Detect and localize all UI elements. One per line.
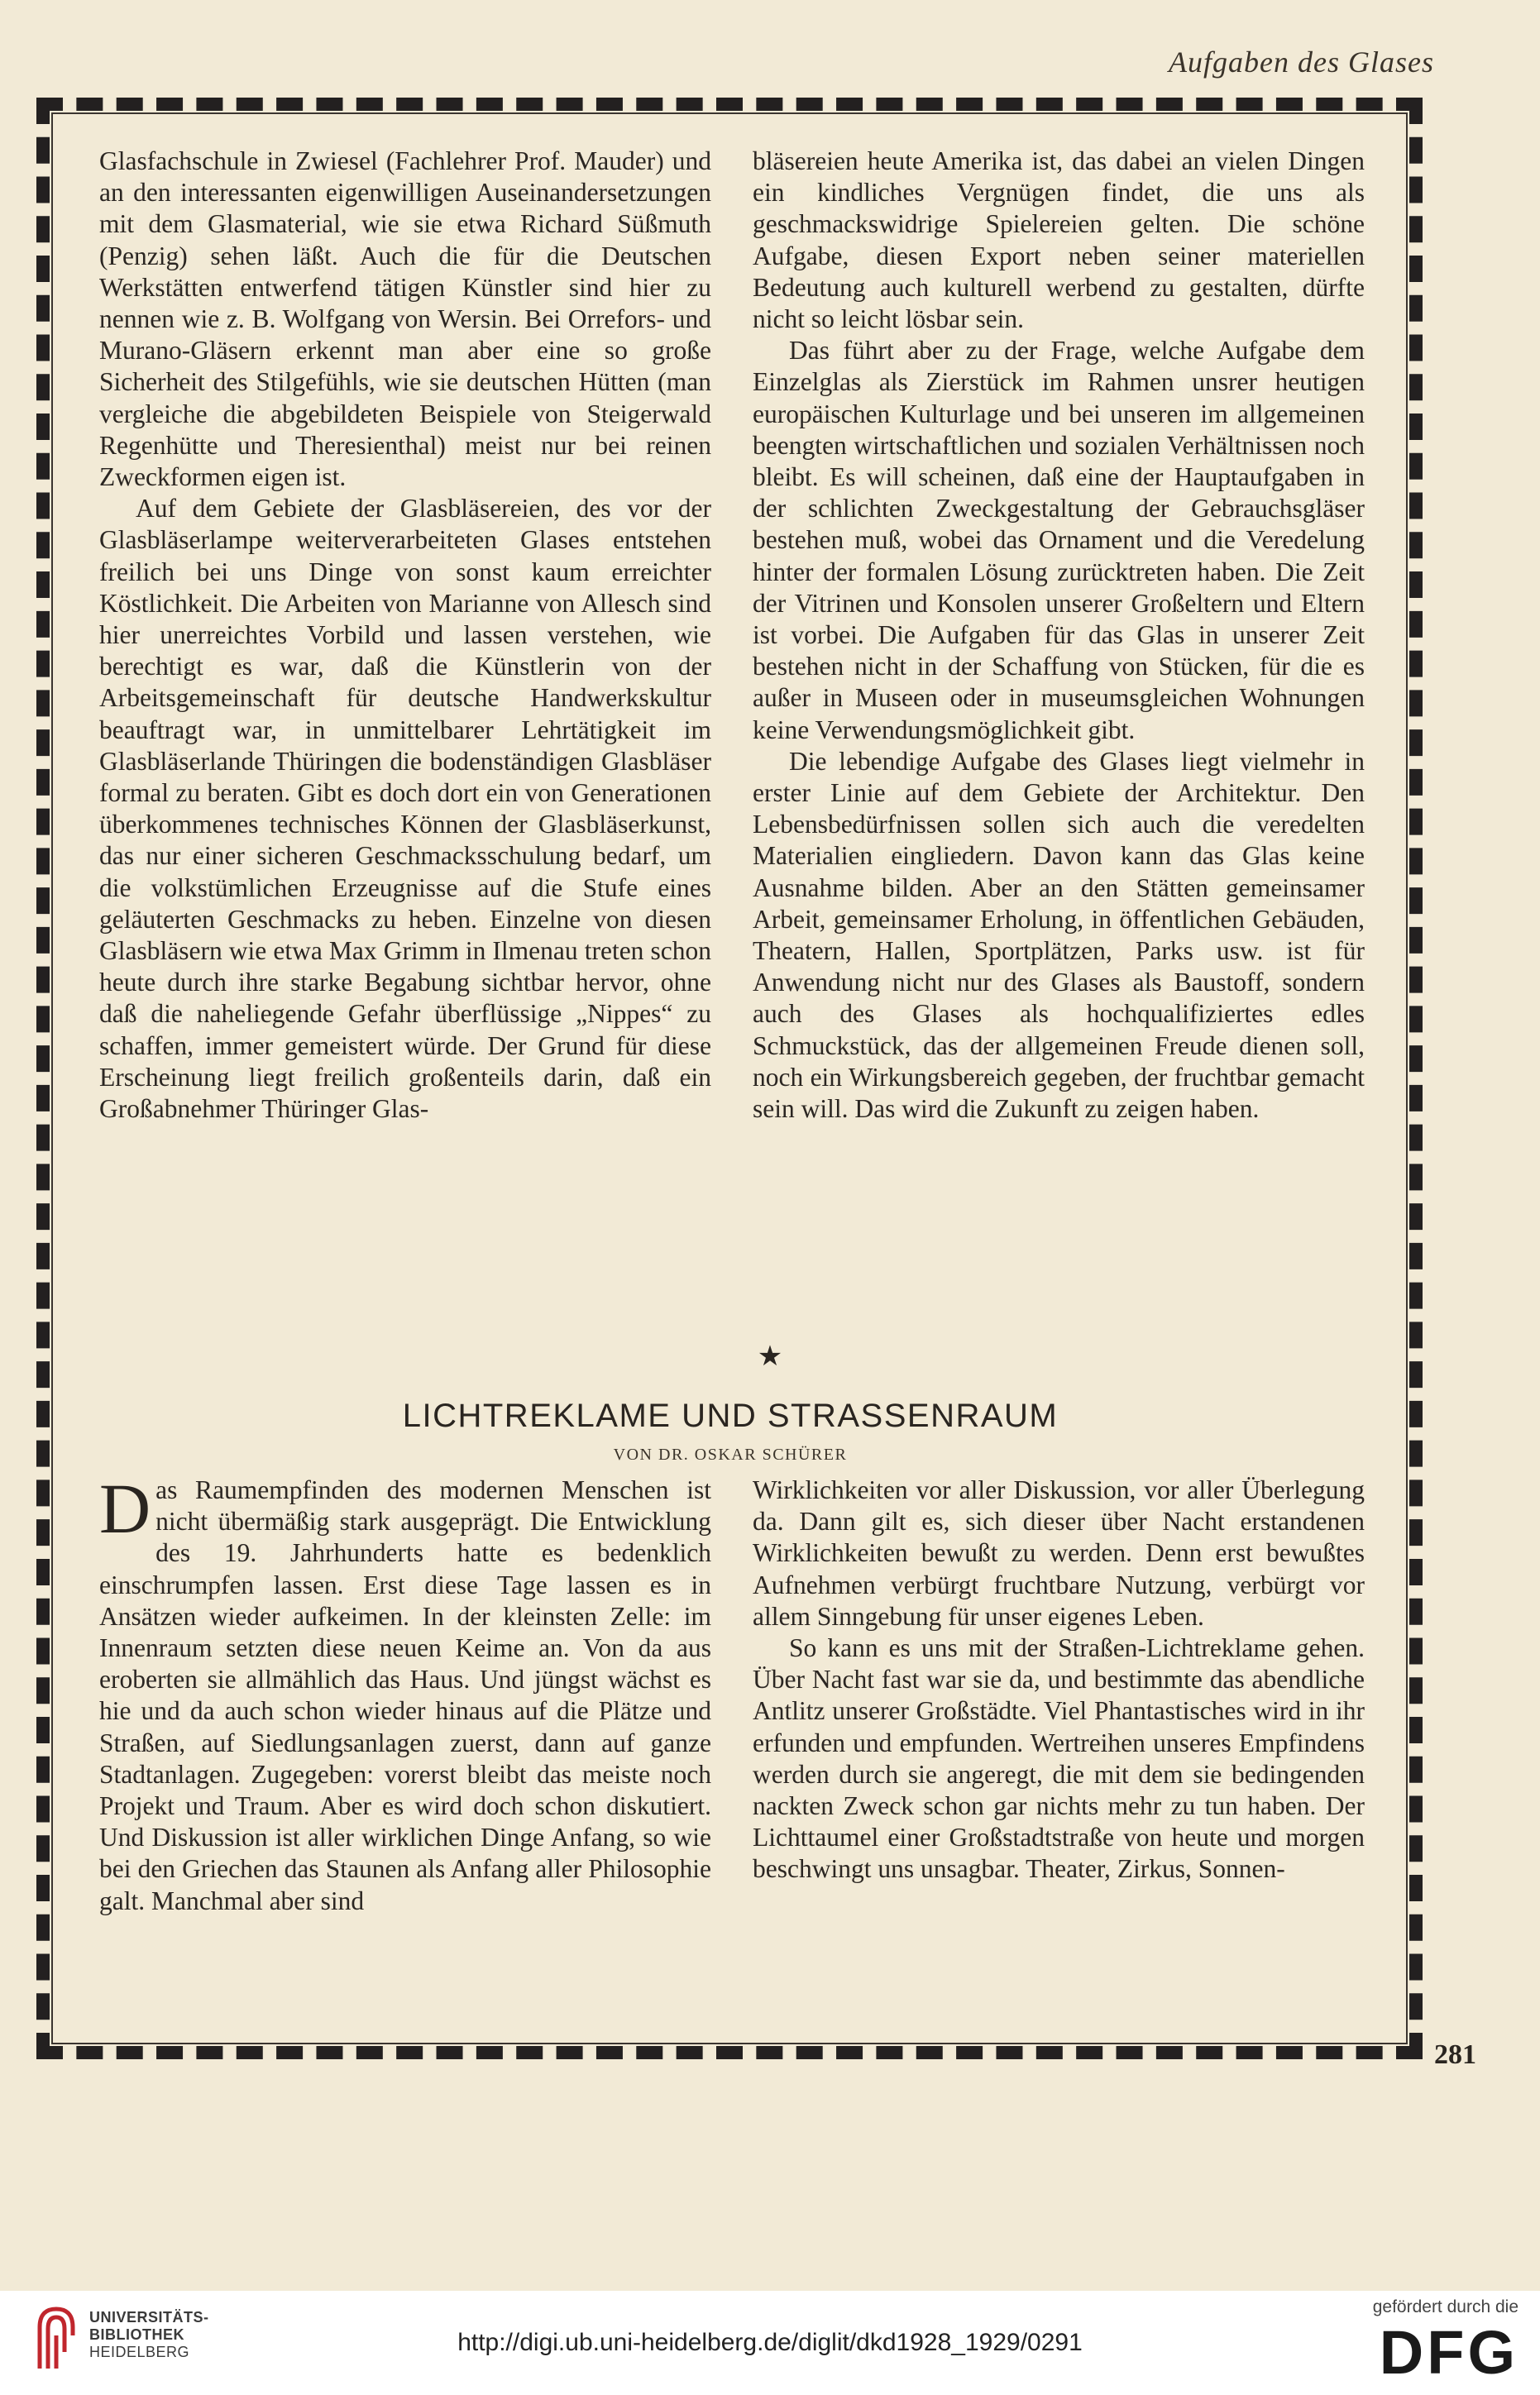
separator-star: ★ [757, 1340, 783, 1373]
source-url-link[interactable]: http://digi.ub.uni-heidelberg.de/diglit/dkd1928_1929/0291 [457, 2329, 1083, 2356]
drop-cap: D [99, 1469, 151, 1548]
article-column-top-right [753, 146, 1365, 1125]
paragraph-text: as Raumempfinden des modernen Menschen ist nicht übermäßig stark ausgeprägt. Die Entwicklung des 19. Jahrhunderts hatte es bedenklich einschrumpfen lassen. Erst diese Tage lassen es in Ansätzen wieder aufkeimen. In der kleinsten Zelle: im Innenraum setzten diese neuen Keime an. Von da aus eroberten sie allmählich das Haus. Und jüngst wächst es hie und da auch schon wieder hinaus auf die Plätze und Straßen, auf Siedlungsanlagen zuerst, dann auf ganze Stadtanlagen. Zugegeben: vorerst bleibt das meiste noch Projekt und Traum. Aber es wird doch schon diskutiert. Und Diskussion ist aller wirklichen Dinge Anfang, so wie bei den Griechen das Staunen als Anfang aller Philosophie galt. Manchmal aber sind [99, 1475, 711, 1915]
page-number: 281 [1434, 2039, 1476, 2070]
paragraph: Glasfachschule in Zwiesel (Fachlehrer Prof. Mauder) und an den interessanten eigenwilligen Auseinandersetzungen mit dem Glasmaterial, wie sie etwa Richard Süßmuth (Penzig) sehen läßt. Auch die für die Deutschen Werkstätten entwerfend tätigen Künstler sind hier zu nennen wie z. B. Wolfgang von Wersin. Bei Orrefors- und Murano-Gläsern erkennt man aber eine so große Sicherheit des Stilgefühls, wie sie deutschen Hütten (man vergleiche die abgebildeten Beispiele von Steigerwald Regenhütte und Theresienthal) meist nur bei reinen Zweckformen eigen ist. [99, 146, 711, 492]
paragraph [99, 1469, 711, 1917]
paragraph: bläsereien heute Amerika ist, das dabei an vielen Dingen ein kindliches Vergnügen findet, die uns als geschmackswidrige Spielereien gelten. Die schöne Aufgabe, diesen Export neben seiner materiellen Bedeutung auch kulturell werbend zu gestalten, dürfte nicht so leicht lösbar sein. [753, 146, 1365, 334]
paragraph: Die lebendige Aufgabe des Glases liegt vielmehr in erster Linie auf dem Gebiete der Architektur. Den Lebensbedürfnissen sollen sich auch die veredelten Materialien eingliedern. Davon kann das Glas keine Ausnahme bilden. Aber an den Stätten gemeinsamer Arbeit, gemeinsamer Erholung, in öffentlichen Gebäuden, Theatern, Hallen, Sportplätzen, Parks usw. ist für Anwendung nicht nur des Glases als Baustoff, sondern auch des Glases als hochqualifiziertes edles Schmuckstück, das der allgemeinen Freude dienen soll, noch ein Wirkungsbereich gegeben, der fruchtbar gemacht sein will. Das wird die Zukunft zu zeigen haben. [753, 746, 1365, 1124]
article-byline: VON DR. OSKAR SCHÜRER [613, 1446, 848, 1464]
paragraph: Das führt aber zu der Frage, welche Aufgabe dem Einzelglas als Zierstück im Rahmen unsrer heutigen europäischen Kulturlage und bei unseren im allgemeinen beengten wirtschaftlichen und sozialen Verhältnissen noch bleibt. Es will scheinen, daß eine der Hauptaufgaben in der schlichten Zweckgestaltung der Gebrauchsgläser bestehen muß, wobei das Ornament und die Veredelung hinter der formalen Lösung zurücktreten haben. Die Zeit der Vitrinen und Konsolen unserer Großeltern und Eltern ist vorbei. Die Aufgaben für das Glas in unserer Zeit bestehen nicht in der Schaffung von Stücken, für die es außer in Museen oder in museumsgleichen Wohnungen keine Verwendungsmöglichkeit gibt. [753, 336, 1365, 744]
article-column-bottom-right [753, 1475, 1365, 1886]
article-title: LICHTREKLAME UND STRASSENRAUM [402, 1398, 1059, 1434]
library-name: UNIVERSITÄTS- BIBLIOTHEK HEIDELBERG [89, 2309, 209, 2360]
footer-bar [0, 2291, 1540, 2395]
paragraph: So kann es uns mit der Straßen-Lichtreklame gehen. Über Nacht fast war sie da, und bestimmte das abendliche Antlitz unserer Großstädte. Viel Phantastisches wird in ihr erfunden und empfunden. Wertreihen unseres Empfindens werden durch sie angeregt, die mit dem sie bedingenden nackten Zweck schon gar nichts mehr zu tun haben. Der Lichttaumel einer Großstadtstraße von heute und morgen beschwingt uns unsagbar. Theater, Zirkus, Sonnen- [753, 1633, 1365, 1884]
paragraph: Auf dem Gebiete der Glasbläsereien, des vor der Glasbläserlampe weiterverarbeiteten Glases entstehen freilich bei uns Dinge von sonst kaum erreichter Köstlichkeit. Die Arbeiten von Marianne von Allesch sind hier unerreichtes Vorbild und lassen verstehen, wie berechtigt es war, daß die Künstlerin von der Arbeitsgemeinschaft für deutsche Handwerkskultur beauftragt war, in unmittelbarer Lehrtätigkeit im Glasbläserlande Thüringen die bodenständigen Glasbläser formal zu beraten. Gibt es doch dort ein von Generationen überkommenes technisches Können der Glasbläserkunst, das nur einer sicheren Geschmacksschulung bedarf, um die volkstümlichen Erzeugnisse auf die Stufe eines geläuterten Geschmacks zu heben. Einzelne von diesen Glasbläsern wie etwa Max Grimm in Ilmenau treten schon heute durch ihre starke Begabung sichtbar hervor, ohne daß die naheliegende Gefahr überflüssige „Nippes“ zu schaffen, immer gemeistert würde. Der Grund für diese Erscheinung liegt freilich großenteils darin, daß ein Großabnehmer Thüringer Glas- [99, 494, 711, 1124]
article-column-top-left [99, 146, 711, 1125]
paragraph: Wirklichkeiten vor aller Diskussion, vor aller Überlegung da. Dann gilt es, sich dieser über Nacht erstandenen Wirklichkeiten bewußt zu werden. Denn erst bewußtes Aufnehmen verbürgt fruchtbare Nutzung, verbürgt vor allem Sinngebung für unser eigenes Leben. [753, 1475, 1365, 1631]
dfg-logo: DFG [1379, 2318, 1518, 2387]
funding-caption: gefördert durch die [1372, 2297, 1518, 2316]
article-column-bottom-left [99, 1469, 711, 1917]
running-head: Aufgaben des Glases [1169, 45, 1434, 79]
